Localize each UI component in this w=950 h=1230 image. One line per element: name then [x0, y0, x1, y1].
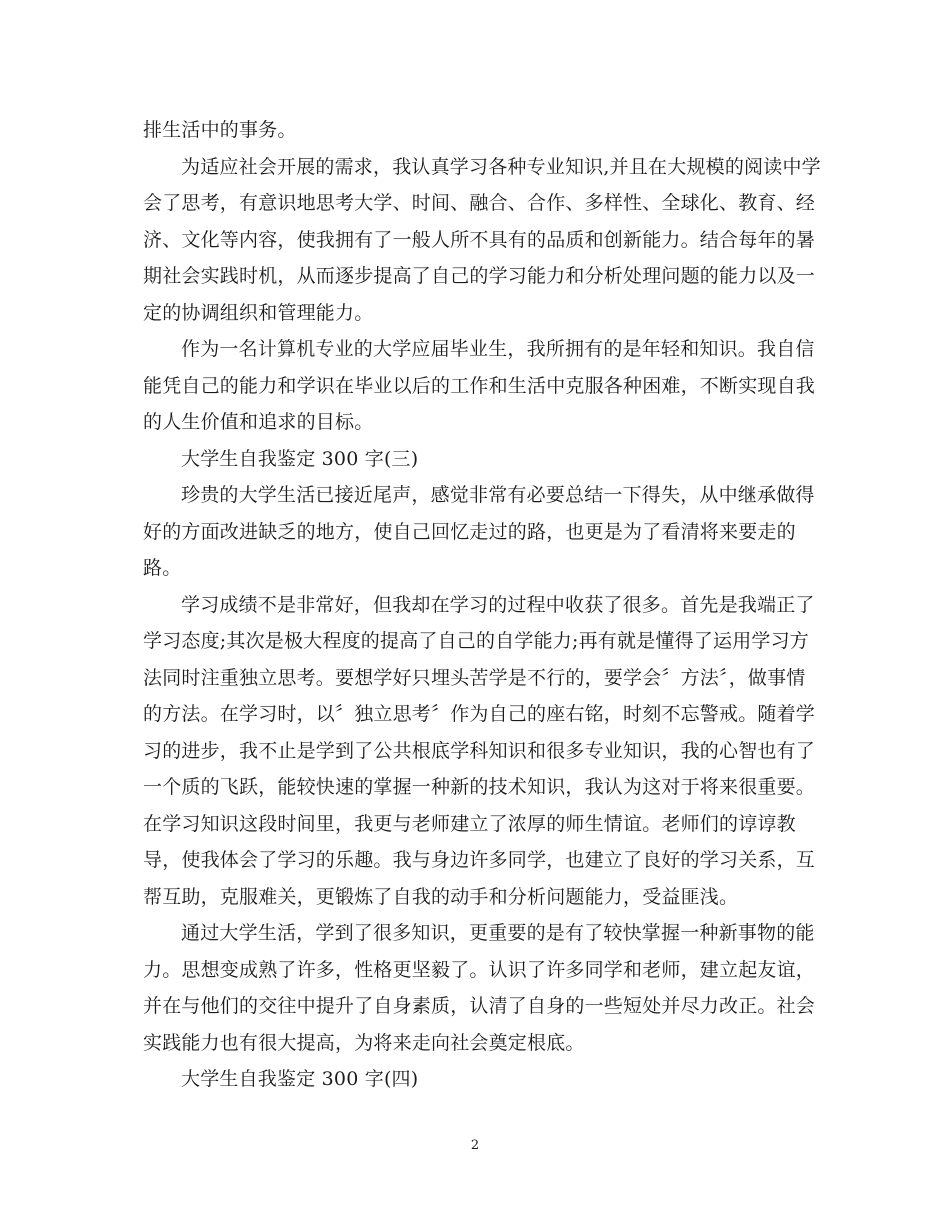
text-line: 并在与他们的交往中提升了自身素质，认清了自身的一些短处并尽力改正。社会 — [143, 995, 816, 1017]
paragraph-start-line: 作为一名计算机专业的大学应届毕业生，我所拥有的是年轻和知识。我自信 — [181, 338, 815, 360]
paragraph-start-line: 珍贵的大学生活已接近尾声，感觉非常有必要总结一下得失，从中继承做得 — [181, 484, 815, 506]
section-heading: 大学生自我鉴定 300 字(四) — [181, 1068, 419, 1090]
text-line: 学习态度;其次是极大程度的提高了自己的自学能力;再有就是懂得了运用学习方 — [143, 630, 810, 652]
text-line: 定的协调组织和管理能力。 — [143, 301, 374, 324]
paragraph-start-line: 学习成绩不是非常好，但我却在学习的过程中收获了很多。首先是我端正了 — [181, 593, 815, 616]
text-line: 济、文化等内容，使我拥有了一般人所不具有的品质和创新能力。结合每年的暑 — [143, 228, 816, 251]
text-line: 一个质的飞跃，能较快速的掌握一种新的技术知识，我认为这对于将来很重要。 — [143, 776, 816, 798]
text-line: 法同时注重独立思考。要想学好只埋头苦学是不行的，要学会〞方法〞，做事情 — [143, 666, 806, 689]
text-line: 导，使我体会了学习的乐趣。我与身边许多同学，也建立了良好的学习关系，互 — [143, 849, 816, 871]
document-body — [143, 112, 821, 1098]
text-line: 实践能力也有很大提高，为将来走向社会奠定根底。 — [143, 1031, 585, 1054]
paragraph-start-line: 为适应社会开展的需求，我认真学习各种专业知识,并且在大规模的阅读中学 — [181, 155, 821, 178]
page-number: 2 — [470, 1138, 480, 1153]
text-line: 好的方面改进缺乏的地方，使自己回忆走过的路，也更是为了看清将来要走的 — [143, 520, 796, 543]
text-line: 路。 — [143, 557, 182, 579]
section-heading: 大学生自我鉴定 300 字(三) — [181, 447, 419, 470]
text-line: 帮互助，克服难关，更锻炼了自我的动手和分析问题能力，受益匪浅。 — [143, 885, 739, 908]
text-line: 排生活中的事务。 — [143, 119, 297, 141]
text-line: 习的进步，我不止是学到了公共根底学科知识和很多专业知识，我的心智也有了 — [143, 739, 816, 762]
paragraph-start-line: 通过大学生活，学到了很多知识，更重要的是有了较快掌握一种新事物的能 — [181, 922, 815, 944]
text-line: 会了思考，有意识地思考大学、时间、融合、合作、多样性、全球化、教育、经 — [143, 192, 816, 214]
text-line: 能凭自己的能力和学识在毕业以后的工作和生活中克服各种困难，不断实现自我 — [143, 374, 816, 397]
text-line: 的方法。在学习时，以〞独立思考〞作为自己的座右铭，时刻不忘警戒。随着学 — [143, 703, 816, 725]
text-line: 期社会实践时机，从而逐步提高了自己的学习能力和分析处理问题的能力以及一 — [143, 265, 816, 287]
text-line: 的人生价值和追求的目标。 — [143, 411, 374, 433]
text-line: 在学习知识这段时间里，我更与老师建立了浓厚的师生情谊。老师们的谆谆教 — [143, 812, 796, 835]
text-line: 力。思想变成熟了许多，性格更坚毅了。认识了许多同学和老师，建立起友谊， — [143, 958, 816, 981]
